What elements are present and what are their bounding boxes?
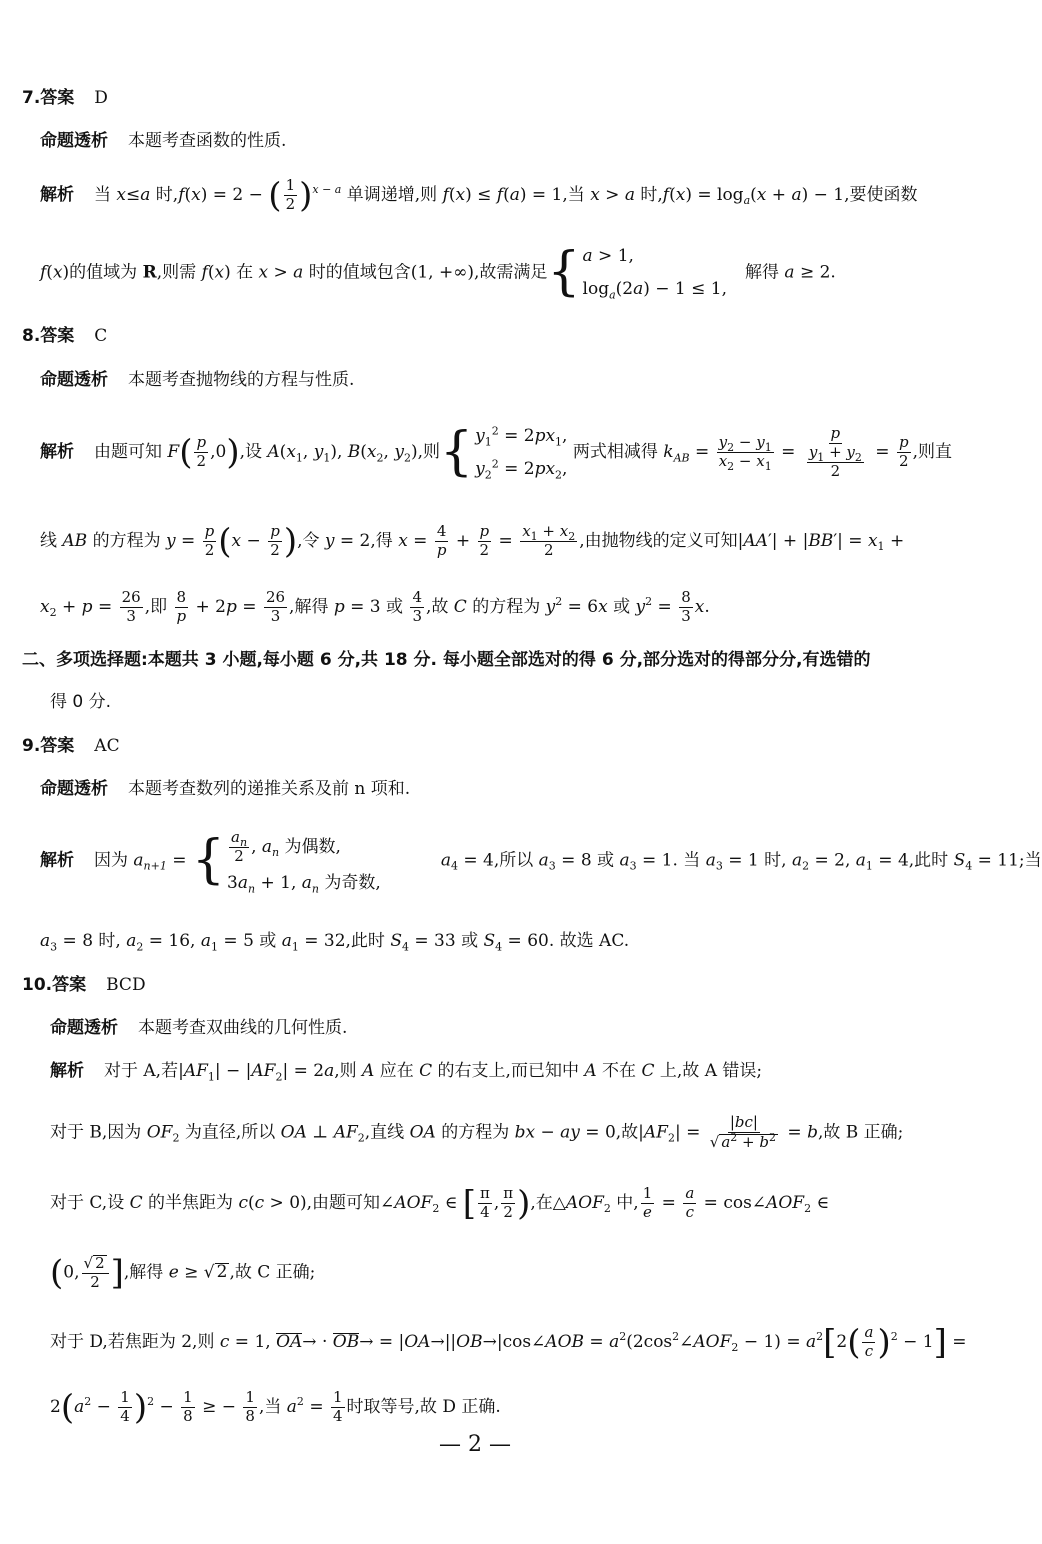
q10-intro-label: 命题透析 [50, 1018, 118, 1038]
q9-solution-label: 解析 [40, 850, 74, 871]
q10-solution-A: 解析 对于 A,若$|AF_1| - |AF_2| = 2a$,则 A 应在 C 的右支上,而已知中 A 不在 C 上,故 A 错误; [50, 1061, 763, 1084]
q9-solution-line1: 解析 因为 $a_{n+1}$ = { $\frac{a_n}{2}$ , $a_n$ 为偶数, $3a_n + 1$, $a_n$ 为奇数, $a_4 = 4$,所以 $a_3 = 8$ 或 $a_3 = 1$. 当 $a_3 = 1$ 时, $a_2 = 2$, $a_1 = 4$,此时 $S_4 = 11$;当 [40, 828, 1042, 895]
q7-intro-text: 本题考查函数的性质. [128, 131, 287, 151]
q9-intro-label: 命题透析 [40, 779, 108, 799]
section2-title: 二、多项选择题:本题共 3 小题,每小题 6 分,共 18 分. 每小题全部选对的得 6 分,部分选对的得部分分,有选错的 [22, 650, 871, 670]
q8-solution-line1: 解析 由题可知 F( $\frac{p}{2}$ ,0),设 $A(x_1$, $y_1$), $B(x_2$, $y_2$),则 { $y_1^2 = 2px_1$, $y_2^2 = 2px_2$, 两式相减得 $k_{AB}$ = $\frac{y_2 - y_1}{x_2 - x_1}$ = $\frac{p}{\frac{y_1 + y_2}{2}}$ = $\frac{p}{2}$ ,则直 [40, 421, 952, 482]
q9-answer-label: 答案 [40, 736, 75, 756]
page-number: — 2 — [439, 1432, 511, 1457]
q7-answer-label: 答案 [40, 88, 75, 108]
q10-answer-value: BCD [106, 975, 146, 995]
q8-intro-label: 命题透析 [40, 370, 108, 390]
q8-solution-label: 解析 [40, 442, 74, 463]
q7-solution-line2: f(x)的值域为 R,则需 f(x) 在 x > a 时的值域包含(1, +∞),故需满足 { a > 1, $\log_a(2a) - 1 \le 1$, 解得 a ≥ 2. [40, 242, 836, 303]
q8-number: 8. [22, 326, 41, 346]
q7-intro-label: 命题透析 [40, 131, 108, 151]
q8-solution-line3: $x_2 + p$ = $\frac{26}{3}$ ,即 $\frac{8}{p}$ + 2p = $\frac{26}{3}$ ,解得 p = 3 或 $\frac{4}{3}$ ,故 C 的方程为 $y^2 = 6x$ 或 $y^2$ = $\frac{8}{3}$ x. [40, 588, 710, 625]
q7-solution-label: 解析 [40, 184, 74, 205]
q10-solution-D2: $2(a^2$ − $\frac{1}{4}$ )$^2$ − $\frac{1}{8}$ ≥ − $\frac{1}{8}$ ,当 $a^2$ = $\frac{1}{4}$ 时取等号,故 D 正确. [50, 1387, 501, 1428]
q8-intro [40, 372, 354, 389]
q7-answer-value: D [94, 88, 108, 108]
q10-solution-C1: 对于 C,设 C 的半焦距为 c(c > 0),由题可知$\angle AOF_2$ ∈ [ $\frac{\pi}{4}$ , $\frac{\pi}{2}$ ),在$\triangle AOF_2$ 中, $\frac{1}{e}$ = $\frac{a}{c}$ = $\cos\angle AOF_2$ ∈ [50, 1183, 830, 1224]
q8-solution-line2: 线 AB 的方程为 y = $\frac{p}{2}$ (x − $\frac{p}{2}$ ),令 y = 2,得 x = $\frac{4}{p}$ + $\frac{p}{2}$ = $\frac{x_1 + x_2}{2}$ ,由抛物线的定义可知$|AA'| + |BB'| = x_1$ + [40, 521, 905, 562]
q9-solution-line2: $a_3 = 8$ 时, $a_2 = 16$, $a_1 = 5$ 或 $a_1 = 32$,此时 $S_4 = 33$ 或 $S_4 = 60$. 故选 AC. [40, 931, 630, 954]
q8-answer-label: 答案 [40, 326, 75, 346]
q10-solution-D1: 对于 D,若焦距为 2,则 c = 1, OA→ · OB→ = |OA→||OB→|cos∠AOB = $a^2(2\cos^2\angle AOF_2 - 1) = a^2[2$( $\frac{a}{c}$ )$^2$ − 1] = [50, 1322, 967, 1363]
q7-number: 7. [22, 88, 41, 108]
q9-intro [40, 781, 410, 798]
section2-title-cont: 得 0 分. [50, 692, 112, 712]
q9-intro-text: 本题考查数列的递推关系及前 n 项和. [128, 779, 411, 799]
q10-intro-text: 本题考查双曲线的几何性质. [138, 1018, 348, 1038]
q9-number: 9. [22, 736, 41, 756]
q9-header [22, 738, 120, 755]
q10-number: 10. [22, 975, 53, 995]
q10-answer-label: 答案 [52, 975, 87, 995]
q10-intro [50, 1020, 347, 1037]
q9-answer-value: AC [94, 736, 120, 756]
q8-answer-value: C [94, 326, 108, 346]
q8-intro-text: 本题考查抛物线的方程与性质. [128, 370, 355, 390]
q7-solution-line1: 解析 当 x≤a 时,f(x) = 2 − ( $\frac{1}{2}$ )$^{x - a}$ 单调递增,则 f(x) ≤ f(a) = 1,当 x > a 时$,f(x) = \log_a(x + a) - 1$,要使函数 [40, 175, 918, 216]
q10-solution-label: 解析 [50, 1061, 84, 1081]
q8-header [22, 328, 107, 345]
q10-solution-C2: (0, $\frac{√ 2}{2}$ ],解得 e ≥ √ 2 ,故 C 正确; [50, 1252, 316, 1293]
q10-header [22, 977, 146, 994]
q7-intro [40, 133, 286, 150]
q7-header [22, 90, 108, 107]
q10-solution-B: 对于 B,因为 $OF_2$ 为直径,所以 OA ⊥ $AF_2$,直线 OA 的方程为 bx − ay = 0,故$|AF_2|$ = $\frac{|bc|}{√ a^2 + b^2}$ = b,故 B 正确; [50, 1113, 904, 1151]
